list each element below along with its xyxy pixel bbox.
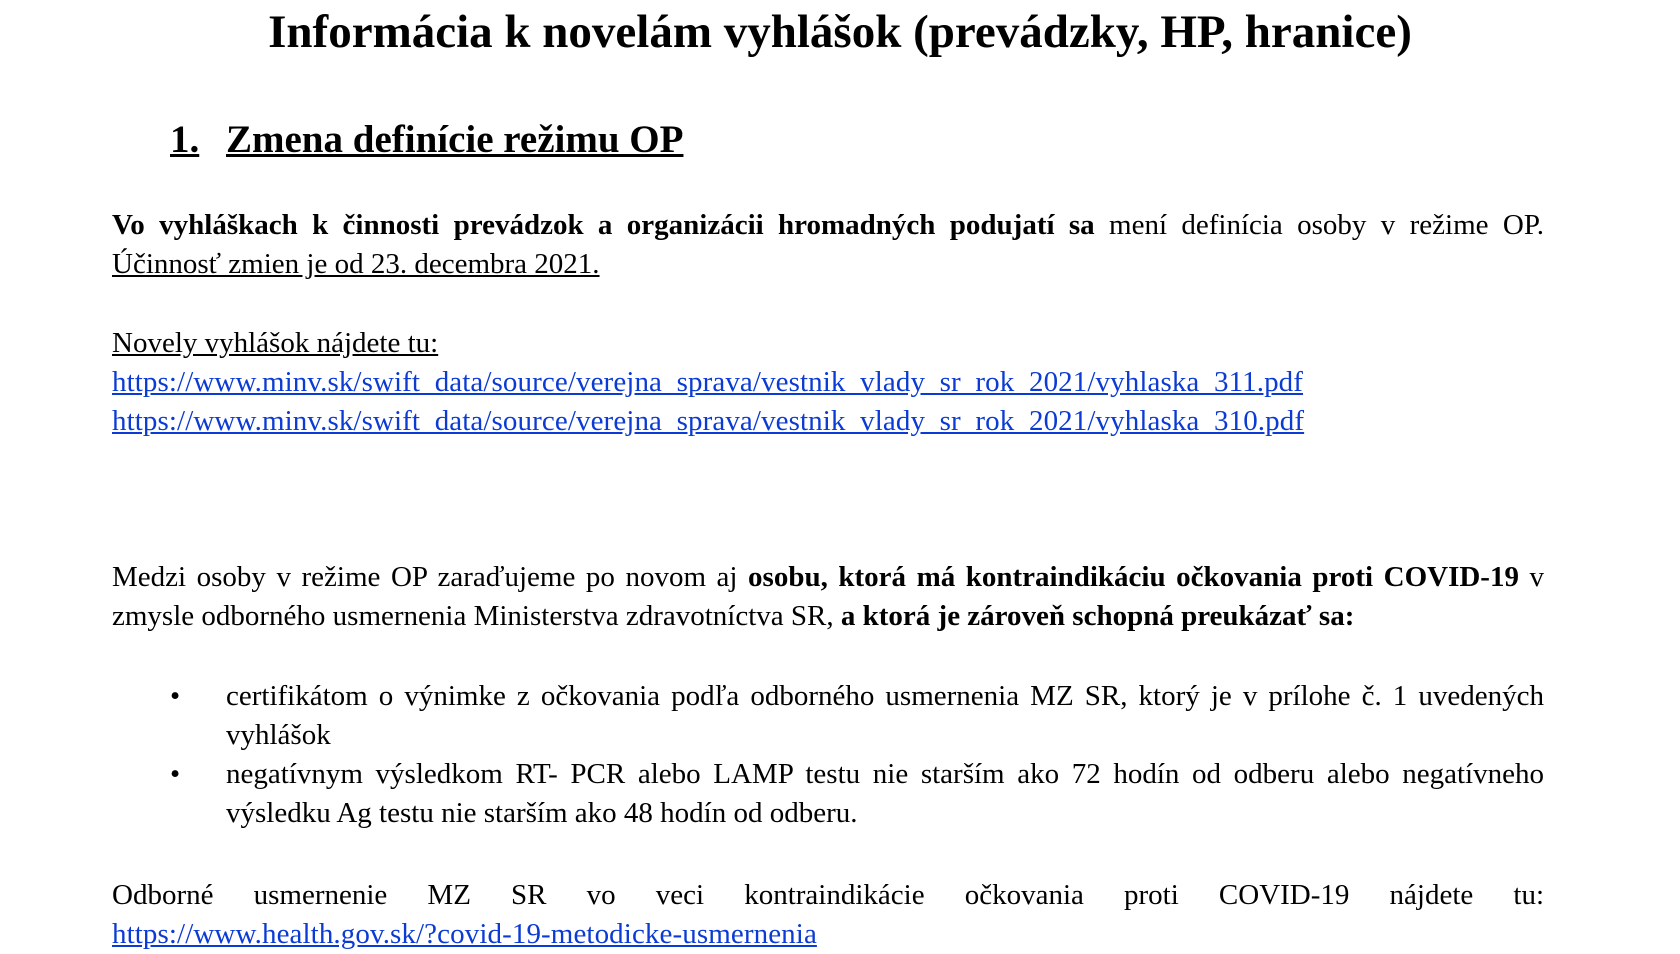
- list-item: [112, 755, 1544, 833]
- paragraph-bold2: a ktorá je zároveň schopná preukázať sa:: [840, 600, 1355, 632]
- list-item-text: certifikátom o výnimke z očkovania podľa odborného usmernenia MZ SR, ktorý je v prílohe č. 1 uvedených vyhlášok: [226, 680, 1544, 751]
- paragraph-bold-intro: Vo vyhláškach k činnosti prevádzok a organizácii hromadných podujatí sa: [112, 209, 1095, 241]
- bullet-icon: •: [170, 758, 181, 790]
- link-vyhlaska-310[interactable]: https://www.minv.sk/swift_data/source/verejna_sprava/vestnik_vlady_sr_rok_2021/vyhlaska_310.pdf: [112, 405, 1305, 437]
- conditions-list: [112, 677, 1544, 833]
- paragraph-guidance: [112, 876, 1544, 954]
- section-number: 1.: [170, 118, 200, 161]
- link-health-gov[interactable]: https://www.health.gov.sk/?covid-19-metodicke-usmernenia: [112, 918, 817, 950]
- guidance-text: Odborné usmernenie MZ SR vo veci kontraindikácie očkovania proti COVID-19 nájdete tu:: [112, 879, 1544, 911]
- paragraph-part2: v zmysle odborného usmernenia Ministerstva zdravotníctva SR,: [112, 561, 1545, 632]
- bullet-icon: •: [170, 680, 181, 712]
- links-label: Novely vyhlášok nájdete tu:: [112, 327, 439, 359]
- paragraph-new-persons: [112, 558, 1544, 636]
- list-item: [112, 677, 1544, 755]
- paragraph-rest: mení definícia osoby v režime OP.: [1094, 209, 1544, 241]
- paragraph-part1: Medzi osoby v režime OP zaraďujeme po novom aj: [112, 561, 749, 593]
- section-heading: [170, 116, 683, 164]
- paragraph-bold1: osobu, ktorá má kontraindikáciu očkovania proti COVID-19: [748, 561, 1519, 593]
- links-block: [112, 324, 1544, 441]
- document-title: Informácia k novelám vyhlášok (prevádzky, HP, hranice): [268, 6, 1412, 58]
- effective-date-text: Účinnosť zmien je od 23. decembra 2021.: [112, 248, 600, 280]
- link-vyhlaska-311[interactable]: https://www.minv.sk/swift_data/source/verejna_sprava/vestnik_vlady_sr_rok_2021/vyhlaska_311.pdf: [112, 366, 1304, 398]
- section-heading-text: Zmena definície režimu OP: [226, 118, 684, 161]
- list-item-text: negatívnym výsledkom RT- PCR alebo LAMP testu nie starším ako 72 hodín od odberu alebo negatívneho výsledku Ag testu nie starším ako 48 hodín od odberu.: [226, 758, 1544, 829]
- paragraph-regime-change: [112, 206, 1544, 284]
